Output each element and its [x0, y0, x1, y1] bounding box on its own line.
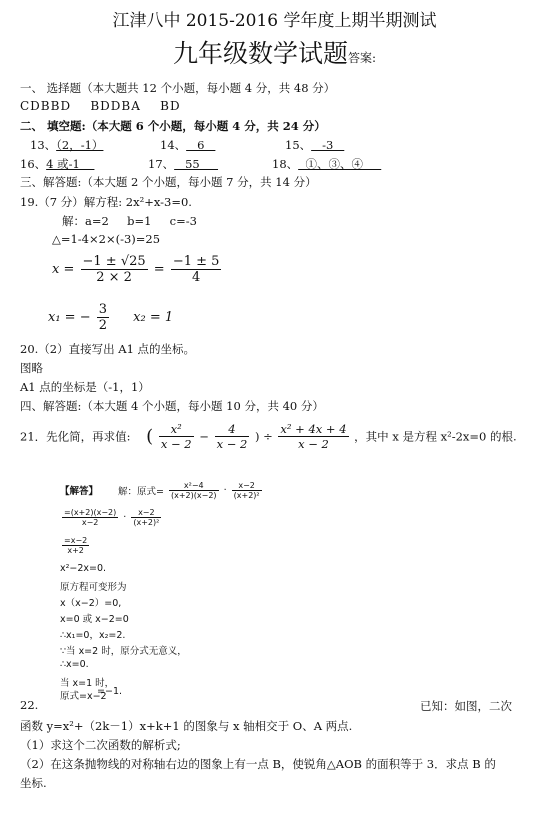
q22-part2b: 坐标. [20, 776, 47, 790]
item-answer: 55 [174, 157, 219, 171]
numerator: −1 ± √25 [82, 254, 146, 269]
q21-question [20, 422, 517, 451]
denominator: x − 2 [216, 437, 248, 451]
numerator: 3 [98, 302, 108, 317]
q20-answer: A1 点的坐标是（-1，1） [20, 380, 150, 394]
section3-heading [20, 174, 317, 190]
q22-right-text: 已知：如图，二次 [420, 699, 512, 713]
q22-part1: （1）求这个二次函数的解析式; [20, 738, 181, 752]
q21-solution [60, 481, 300, 709]
equals-sign: = [153, 262, 165, 277]
section1-answers: CDBBD BDDBA BD [20, 99, 181, 113]
fraction [171, 254, 222, 285]
item-answer: （2，-1） [56, 138, 104, 152]
fraction [81, 254, 148, 285]
item-num: 13、 [30, 138, 57, 152]
page-title-block [0, 34, 549, 70]
item-num: 14、 [160, 138, 187, 152]
x2-value: x₂ = 1 [133, 310, 174, 325]
section1-heading: 一、 选择题（本大题共 12 个小题，每小题 4 分，共 48 分） [20, 81, 336, 95]
solution-line: ∵当 x=2 时，原分式无意义， [60, 646, 187, 657]
fraction [215, 422, 250, 451]
fill-item-15 [285, 137, 344, 153]
item-answer: 4 或-1 [46, 157, 95, 171]
numerator: x² + 4x + 4 [280, 422, 347, 436]
x-label: x = [52, 262, 75, 277]
item-answer: ①、③、④ [298, 157, 382, 171]
solution-line: ∴x=0. [60, 659, 89, 670]
solution-line: x=0 或 x−2=0 [60, 614, 129, 625]
solution-line: ∴x₁=0，x₂=2. [60, 630, 126, 641]
minus-sign: − [199, 429, 209, 444]
item-num: 15、 [285, 138, 312, 152]
fraction [278, 422, 348, 451]
item-num: 17、 [148, 157, 175, 171]
divide-sign: ) ÷ [254, 429, 273, 444]
q19-discriminant: △=1-4×2×(-3)=25 [52, 232, 161, 246]
numerator: x² [170, 422, 182, 436]
fill-item-14 [160, 137, 215, 153]
section2-heading: 二、 填空题:（本大题 6 个小题，每小题 4 分，共 24 分） [20, 119, 326, 133]
fraction [159, 422, 194, 451]
numerator: 4 [228, 422, 236, 436]
title-suffix: 答案: [347, 51, 377, 65]
solution-line: x²−2x=0. [60, 563, 107, 574]
x1-label: x₁ = − [48, 310, 91, 325]
q22-part2: （2）在这条抛物线的对称轴右边的图象上有一点 B，使锐角△AOB 的面积等于 3．求点 B 的 [20, 757, 496, 771]
denominator: 2 × 2 [81, 269, 148, 285]
q19-coefficients: 解：a=2 b=1 c=-3 [62, 214, 197, 228]
item-num: 16、 [20, 157, 47, 171]
solution-line: $\frac{=(x+2)(x-2)}{x-2}$ · $\frac{x-2}{\text{(x+2)²}}$ [64, 508, 160, 527]
fraction [97, 302, 109, 333]
fill-item-16 [20, 156, 94, 172]
solution-line: x（x−2）=0, [60, 598, 122, 609]
q21-tail: ，其中 x 是方程 x²-2x=0 的根. [354, 429, 517, 444]
solution-line: $\frac{=x-2}{x+2}$ [64, 536, 88, 555]
q19-roots [48, 302, 173, 333]
denominator: x − 2 [278, 436, 348, 451]
solution-line: 当 x=1 时， [60, 678, 115, 689]
solution-line: 原式=x−2 [60, 691, 107, 702]
denominator: 2 [98, 318, 108, 333]
solution-label: 【解答】 [60, 486, 99, 497]
q19-title: 19.（7 分）解方程: 2x²+x-3=0. [20, 195, 192, 209]
q20-note: 图略 [20, 361, 43, 375]
q22-line2: 函数 y=x²+（2k－1）x+k+1 的图象与 x 轴相交于 O、A 两点. [20, 719, 353, 733]
school-line: 江津八中 2015-2016 学年度上期半期测试 [112, 11, 437, 31]
section4-heading: 四、解答题:（本大题 4 个小题，每小题 10 分，共 40 分） [20, 399, 324, 413]
fill-item-13 [30, 137, 103, 153]
fill-item-17 [148, 156, 218, 172]
solution-line: 原方程可变形为 [60, 582, 127, 593]
solution-line: 解：原式= $\frac{\text{x²−4}}{(x+2)(x-2)}$ · $\frac{x-2}{\text{(x+2)²}}$ [118, 481, 260, 500]
q20-title: 20.（2）直接写出 A1 点的坐标。 [20, 342, 196, 356]
item-answer: -3 [311, 138, 345, 152]
paren-open: ( [146, 426, 154, 447]
denominator: 4 [171, 269, 222, 285]
fill-item-18 [272, 156, 381, 172]
q22-number: 22. [20, 698, 39, 712]
item-answer: 6 [186, 138, 216, 152]
q19-quadratic-formula [52, 254, 223, 285]
page-title: 九年级数学试题 [172, 39, 348, 68]
denominator: x − 2 [160, 437, 192, 451]
solution-line: =−1. [97, 686, 123, 697]
section3-heading-text: 三、解答题:（本大题 2 个小题，每小题 7 分，共 14 分） [20, 175, 317, 189]
q21-lead: 21．先化简，再求值: [20, 429, 131, 444]
item-num: 18、 [272, 157, 299, 171]
numerator: −1 ± 5 [172, 254, 220, 269]
